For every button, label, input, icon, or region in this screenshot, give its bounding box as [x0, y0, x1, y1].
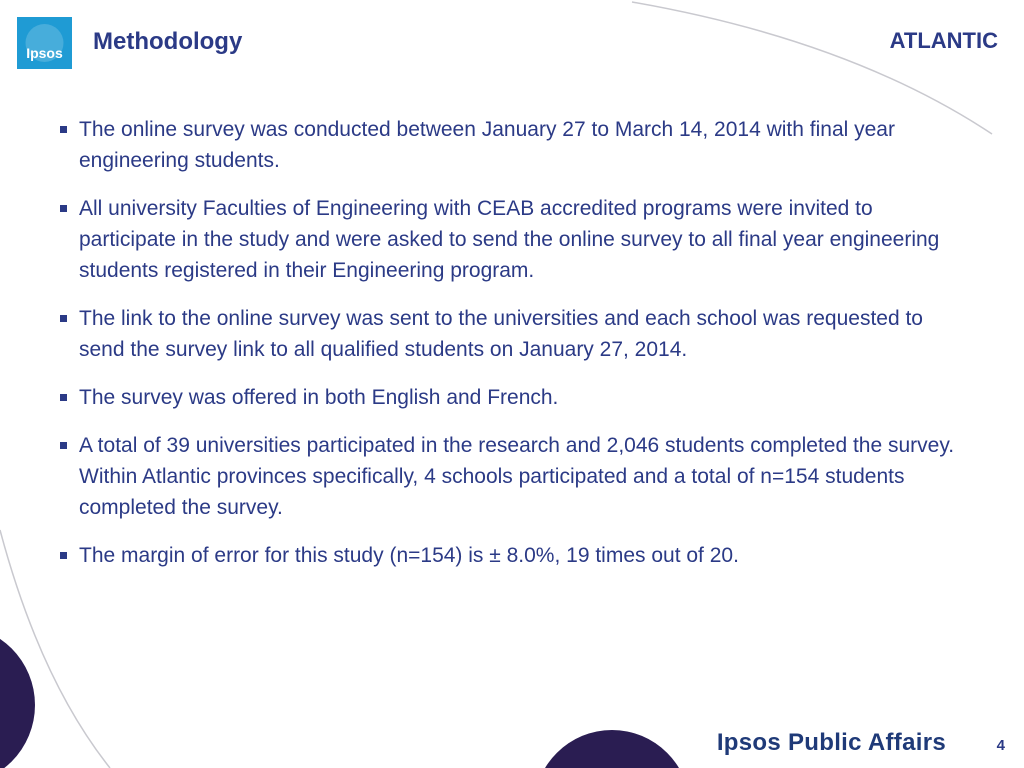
- bullet-item: [58, 382, 973, 413]
- page-title: Methodology: [93, 28, 243, 55]
- bullet-text: The margin of error for this study (n=154) is ± 8.0%, 19 times out of 20.: [79, 544, 739, 567]
- bullet-item: [58, 193, 973, 286]
- bullet-item: [58, 114, 973, 176]
- bullet-item: [58, 303, 973, 365]
- bullet-text: The survey was offered in both English and French.: [79, 386, 559, 409]
- square-bullet-icon: [60, 315, 67, 322]
- square-bullet-icon: [60, 205, 67, 212]
- region-label: ATLANTIC: [889, 28, 998, 53]
- bullet-item: [58, 430, 973, 523]
- bullet-text: The link to the online survey was sent to the universities and each school was requested to send the survey link to all qualified students on January 27, 2014.: [79, 307, 923, 361]
- square-bullet-icon: [60, 552, 67, 559]
- page-number: 4: [996, 737, 1005, 754]
- ipsos-logo: [17, 17, 72, 69]
- bullet-text: All university Faculties of Engineering with CEAB accredited programs were invited to participate in the study and were asked to send the online survey to all final year engineering students registered in their Engineering program.: [79, 197, 940, 282]
- left-purple-circle: [0, 625, 35, 768]
- square-bullet-icon: [60, 442, 67, 449]
- methodology-bullet-list: [58, 114, 973, 588]
- square-bullet-icon: [60, 126, 67, 133]
- square-bullet-icon: [60, 394, 67, 401]
- footer-brand: Ipsos Public Affairs: [716, 729, 946, 756]
- bottom-purple-circle: [534, 730, 690, 768]
- bullet-item: [58, 540, 973, 571]
- bullet-text: The online survey was conducted between January 27 to March 14, 2014 with final year engineering students.: [79, 118, 895, 172]
- bullet-text: A total of 39 universities participated in the research and 2,046 students completed the survey. Within Atlantic provinces specifically, 4 schools participated and a total of n=154 students completed the survey.: [79, 434, 955, 519]
- logo-text: Ipsos: [26, 45, 63, 61]
